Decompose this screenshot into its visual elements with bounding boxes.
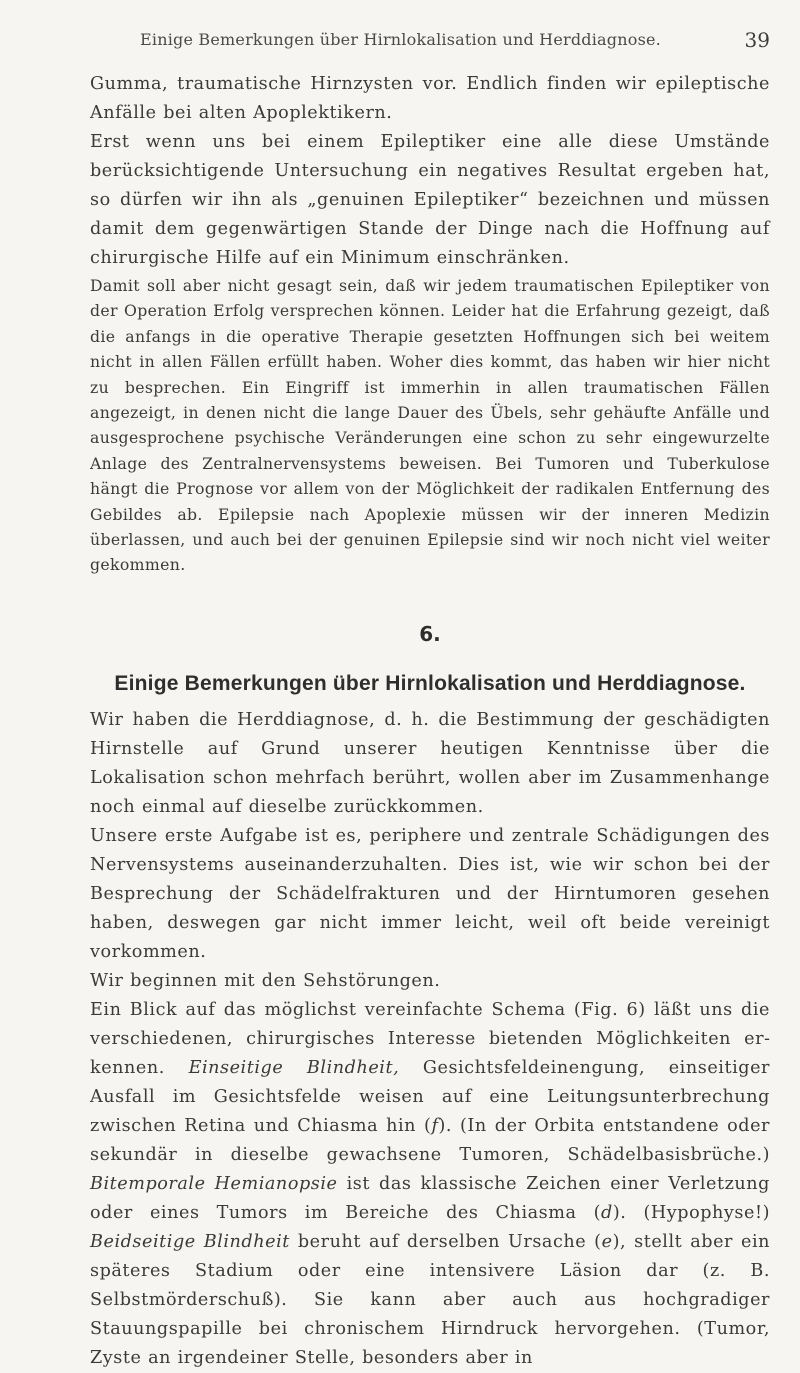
emphasis-term: Bitemporale Hemianopsie xyxy=(90,1173,338,1194)
emphasis-term: Einseitige Blindheit, xyxy=(188,1057,400,1078)
text-run: ). (In der Orbita entstandene oder sekundär in dieselbe gewachsene Tumoren, Schädelbasisbrüche.) xyxy=(90,1115,770,1165)
text-run: ), stellt aber ein späteres Stadium oder eine intensivere Läsion dar (z. B. Selbstmörderschuß). Sie kann aber auch aus hochgradiger Stauungspapille bei chronischem Hirndruck hervorgehen. (Tumor, Zyste an irgendeiner Stelle, besonders aber in xyxy=(90,1231,771,1368)
paragraph: Unsere erste Aufgabe ist es, periphere und zentrale Schädigungen des Nervensystems auseinanderzuhalten. Dies ist, wie wir schon bei der Besprechung der Schädelfrakturen und der Hirntumoren gesehen haben, deswegen gar nicht immer leicht, weil oft beide vereinigt vorkommen. xyxy=(90,825,770,962)
paragraph: Wir haben die Herddiagnose, d. h. die Bestimmung der geschädigten Hirnstelle auf Grund unserer heutigen Kenntnisse über die Lokalisation schon mehrfach berührt, wollen aber im Zusammenhange noch einmal auf dieselbe zurückkommen. xyxy=(90,709,770,817)
running-head xyxy=(90,30,770,58)
figure-letter: d xyxy=(601,1202,613,1223)
text-run: beruht auf derselben Ursache ( xyxy=(289,1231,602,1252)
figure-letter: f xyxy=(431,1115,439,1136)
paragraph: Erst wenn uns bei einem Epileptiker eine alle diese Umstände berücksichtigende Untersuchung ein negatives Resultat ergeben hat, so dürfen wir ihn als „genuinen Epileptiker“ bezeichnen und müssen damit dem gegenwärtigen Stande der Dinge nach die Hoffnung auf chirurgische Hilfe auf ein Minimum einschränken. xyxy=(90,132,770,268)
text-run: ist das klassische Zeichen einer Verletzung oder eines Tumors im Bereiche des Chiasma ( xyxy=(90,1173,770,1223)
paragraph: Gumma, traumatische Hirnzysten vor. Endlich finden wir epileptische Anfälle bei alten Apoplektikern. xyxy=(90,74,770,123)
emphasis-term: Beidseitige Blindheit xyxy=(90,1231,290,1252)
small-print-paragraph: Damit soll aber nicht gesagt sein, daß wir jedem traumatischen Epileptiker von der Operation Erfolg versprechen können. Leider hat die Erfahrung gezeigt, daß die anfangs in die operative Therapie gesetzten Hoffnungen sich bei weitem nicht in allen Fällen erfüllt haben. Woher dies kommt, das haben wir hier nicht zu besprechen. Ein Eingriff ist immerhin in allen traumatischen Fällen angezeigt, in denen nicht die lange Dauer des Übels, sehr gehäufte Anfälle und ausgesprochene psychische Veränderungen eine schon zu sehr eingewurzelte Anlage des Zentralnervensystems beweisen. Bei Tumoren und Tuberkulose hängt die Prognose vor allem von der Möglichkeit der radikalen Entfernung des Gebildes ab. Epilepsie nach Apoplexie müssen wir der inneren Medizin überlassen, und auch bei der genuinen Epilepsie sind wir noch nicht viel weiter gekommen. xyxy=(90,276,770,575)
section-number: 6. xyxy=(419,621,441,646)
section-title: Einige Bemerkungen über Hirnlokalisation und Herddiagnose. xyxy=(114,671,746,695)
text-run: Ein Blick auf das möglichst vereinfachte Schema (Fig. 6) läßt uns die verschiedenen, chirurgisches Interesse bietenden Möglichkeiten erkennen. xyxy=(90,999,770,1078)
running-title: Einige Bemerkungen über Hirnlokalisation und Herddiagnose. xyxy=(140,30,661,49)
paragraph: Wir beginnen mit den Sehstörungen. xyxy=(90,970,441,991)
paragraph-visual-disorders xyxy=(90,996,770,1373)
figure-letter: e xyxy=(601,1231,613,1252)
text-run: ). (Hypophyse!) xyxy=(612,1202,770,1223)
page-number: 39 xyxy=(744,28,770,52)
page-body xyxy=(90,70,770,1373)
text-run: Gesichtsfeldeinengung, einseitiger Ausfall im Gesichtsfelde weisen auf eine Leitungsunterbrechung zwischen Retina und Chiasma hin ( xyxy=(90,1057,770,1136)
